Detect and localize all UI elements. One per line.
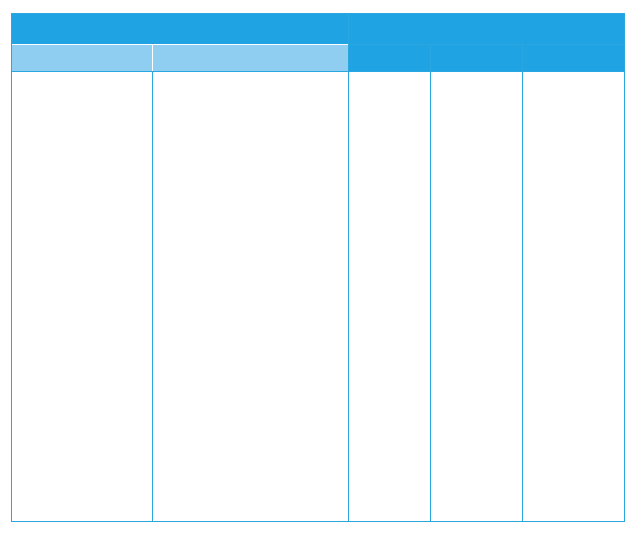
divider <box>12 71 625 72</box>
divider <box>348 14 349 522</box>
capacity-header <box>349 14 625 44</box>
col-param-header <box>153 45 348 72</box>
col-battery-header <box>431 45 522 72</box>
divider <box>348 44 625 45</box>
divider <box>522 44 523 522</box>
divider <box>430 44 431 522</box>
divider <box>152 72 153 522</box>
col-host-header <box>349 45 430 72</box>
tech-params-header <box>12 14 348 44</box>
spec-table <box>11 13 625 522</box>
col-item-header <box>12 45 152 72</box>
col-power-header <box>523 45 625 72</box>
